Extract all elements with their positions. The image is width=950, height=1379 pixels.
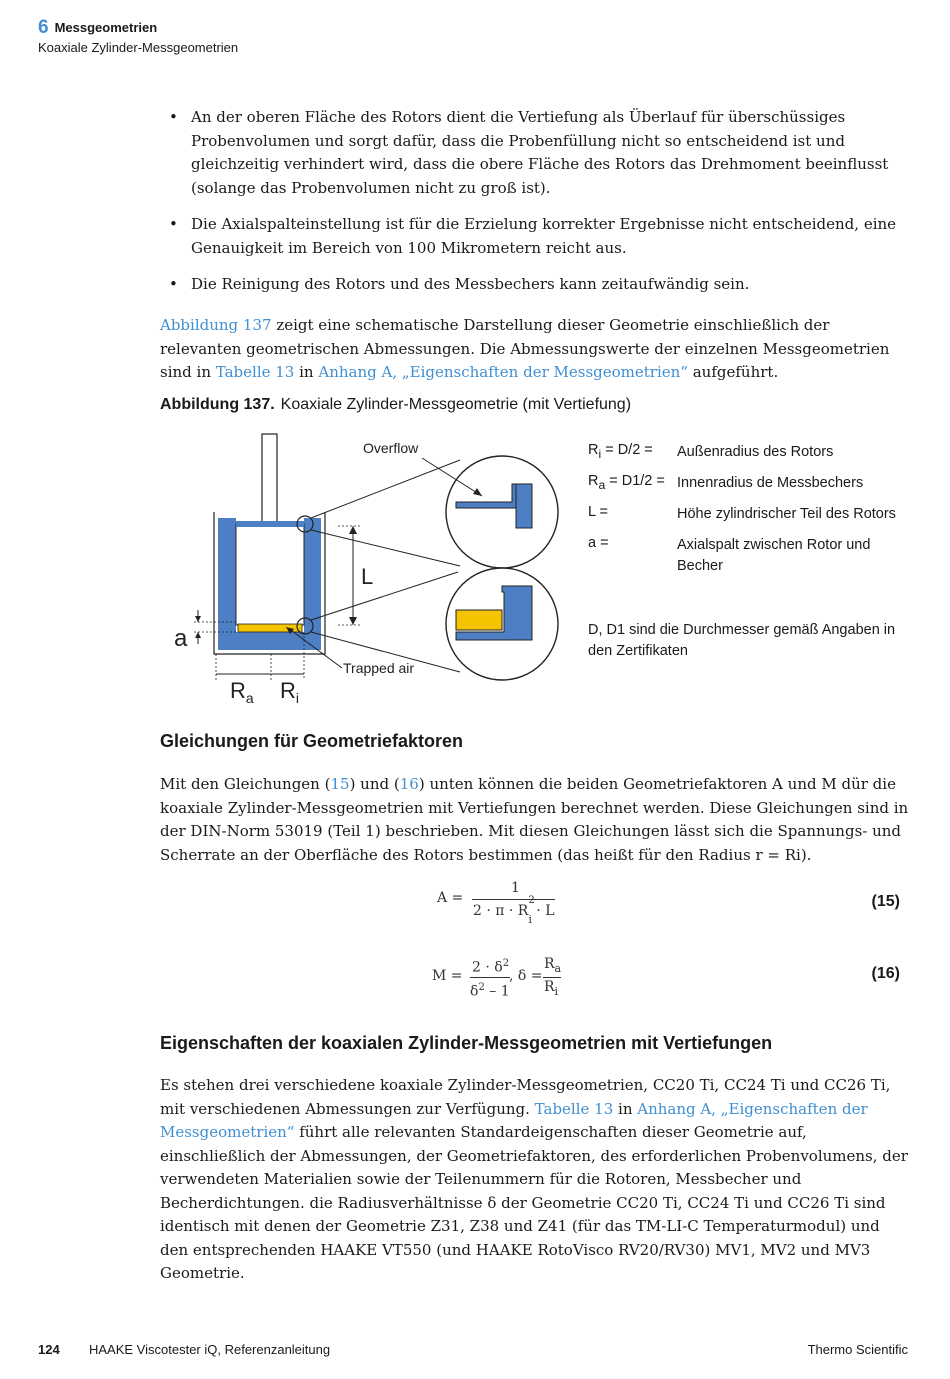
section-heading-properties: Eigenschaften der koaxialen Zylinder-Messgeometrien mit Vertiefungen xyxy=(160,1033,773,1053)
equation-15-number: (15) xyxy=(871,893,900,910)
legend-value: Außenradius des Rotors xyxy=(677,444,834,460)
figure-caption xyxy=(160,396,631,414)
bullet-item: • Die Axialspalteinstellung ist für die Erzielung korrekter Ergebnisse nicht entscheidend, eine Genauigkeit im Bereich von 100 Mikrometern reicht aus. xyxy=(160,213,912,260)
legend-row xyxy=(588,442,908,473)
legend-key: $R_i = D/2$ = xyxy=(588,442,653,461)
legend-row xyxy=(588,535,908,574)
bullet-block xyxy=(160,106,912,310)
Ri-label: $R_i$ xyxy=(280,678,300,706)
chapter-title: Messgeometrien xyxy=(54,20,158,35)
geometry-factors-paragraph: Mit den Gleichungen (15) und (16) unten können die beiden Geometriefaktoren A und M dür die koaxiale Zylinder-Messgeometrien mit Vertiefungen berechnet werden. Diese Gleichungen sind in der DIN-Norm 53019 (Teil 1) beschrieben. Mit diesen Gleichungen lässt sich die Spannungs- und Scherrate an der Oberfläche des Rotors bestimmen (das heißt für den Radius r = Ri). xyxy=(160,775,909,864)
trapped-air-label: Trapped air xyxy=(343,660,415,676)
page-header xyxy=(38,17,238,55)
intro-text: aufgeführt. xyxy=(687,363,779,381)
eq16-denominator: $\delta^2 - 1$ xyxy=(470,982,510,1000)
L-label: L xyxy=(361,564,374,589)
Ra-label: $R_a$ xyxy=(230,678,254,706)
eq16-ratio-bar xyxy=(543,977,561,978)
eq15-denominator: 2 · π · R 2 $_i$ · L xyxy=(473,895,555,926)
bullet-list xyxy=(160,106,912,297)
eq16-numerator: $2 \cdot \delta^2$ xyxy=(472,958,510,976)
figure-legend xyxy=(588,442,908,659)
page-number: 124 xyxy=(38,1342,60,1357)
zoom-overflow-wall xyxy=(516,484,532,528)
eq16-fraction-bar xyxy=(470,977,510,978)
bullet-item: • Die Reinigung des Rotors und des Messbechers kann zeitaufwändig sein. xyxy=(160,273,912,297)
brand-name: Thermo Scientific xyxy=(807,1342,908,1357)
legend-key: L = xyxy=(588,504,609,520)
eq15-fraction-bar xyxy=(472,899,555,900)
table-link[interactable]: Tabelle 13 xyxy=(534,1099,614,1118)
figure-link[interactable]: Abbildung 137 xyxy=(160,316,272,334)
zoom-air-pocket xyxy=(456,610,502,630)
a-label: a xyxy=(174,625,188,652)
eq16-delta-def: , δ = xyxy=(509,968,543,984)
figure-label: Abbildung 137. xyxy=(160,396,275,413)
figure-caption-text: Koaxiale Zylinder-Messgeometrie (mit Vertiefung) xyxy=(280,396,632,413)
appendix-link[interactable]: Anhang A, „Eigenschaften der Messgeometrien“ xyxy=(318,363,688,381)
eq15-numerator: 1 xyxy=(511,880,520,896)
chapter-number: 6 xyxy=(38,17,49,38)
zoom-overflow xyxy=(446,456,558,568)
rotor-shaft xyxy=(262,434,277,526)
eq16-ratio-numerator: $R_a$ xyxy=(544,956,562,975)
rotor-top-lip xyxy=(236,521,304,527)
equation-16-link[interactable]: 16 xyxy=(399,775,419,793)
legend-key: a = xyxy=(588,535,609,551)
intro-text: zeigt eine schematische Darstellung dieser Geometrie einschließlich der relevanten geometrischen Abmessungen. Die Abmessungswerte der einzelnen Messgeometrien sind in xyxy=(160,316,890,381)
equation-16-number: (16) xyxy=(871,965,900,982)
legend-row xyxy=(588,473,908,504)
eq15-lhs: A = xyxy=(437,890,464,906)
legend-key: $R_a = D1/2$ = xyxy=(588,473,665,492)
intro-paragraph xyxy=(160,314,912,385)
legend-row xyxy=(588,504,908,535)
cup-left-wall xyxy=(218,518,236,650)
legend-value: Axialspalt zwischen Rotor und Becher xyxy=(677,537,871,574)
appendix-link[interactable]: Anhang A, „Eigenschaften der Messgeometrien“ xyxy=(160,1099,868,1141)
legend-note: D, D1 sind die Durchmesser gemäß Angaben in den Zertifikaten xyxy=(588,622,896,659)
bullet-item: • An der oberen Fläche des Rotors dient die Vertiefung als Überlauf für überschüssiges Probenvolumen und sorgt dafür, dass die Probenfüllung nicht so entscheidend ist und gleichzeitig verhindert wird, dass die obere Fläche des Rotors das Drehmoment beeinflusst (solange das Probenvolumen nicht zu groß ist). xyxy=(160,106,912,200)
legend-value: Innenradius de Messbechers xyxy=(677,475,864,491)
section-heading-geometry-factors: Gleichungen für Geometriefaktoren xyxy=(160,731,464,751)
intro-text: in xyxy=(294,363,319,381)
document-title: HAAKE Viscotester iQ, Referenzanleitung xyxy=(89,1342,331,1357)
equation-15-link[interactable]: 15 xyxy=(330,775,350,793)
eq16-ratio-denominator: $R_i$ xyxy=(544,979,559,998)
geometry-diagram xyxy=(160,426,585,716)
rotor-body xyxy=(236,524,304,625)
overflow-label: Overflow xyxy=(363,440,419,456)
section-title: Koaxiale Zylinder-Messgeometrien xyxy=(38,40,239,55)
legend-value: Höhe zylindrischer Teil des Rotors xyxy=(677,506,896,522)
properties-paragraph: Es stehen drei verschiedene koaxiale Zylinder-Messgeometrien, CC20 Ti, CC24 Ti und CC26 Ti, mit verschiedenen Abmessungen zur Verfügung. Tabelle 13 in Anhang A, „Eigenschaften der Messgeometrien“ führt alle relevanten Standardeigenschaften dieser Geometrie auf, einschließlich der Abmessungen, der Geometriefaktoren, des erforderlichen Probenvolumens, der verwendeten Materialien sowie der Teilenummern für die Rotoren, Messbecher und Becherdichtungen. die Radiusverhältnisse δ der Geometrie CC20 Ti, CC24 Ti und CC26 Ti sind identisch mit denen der Geometrie Z31, Z38 und Z41 (für das TM-LI-C Temperaturmodul) und den entsprechenden HAAKE VT550 (und HAAKE RotoVisco RV20/RV30) MV1, MV2 und MV3 Geometrie. xyxy=(160,1076,908,1282)
table-link[interactable]: Tabelle 13 xyxy=(215,363,295,381)
eq16-lhs: M = xyxy=(432,968,463,984)
